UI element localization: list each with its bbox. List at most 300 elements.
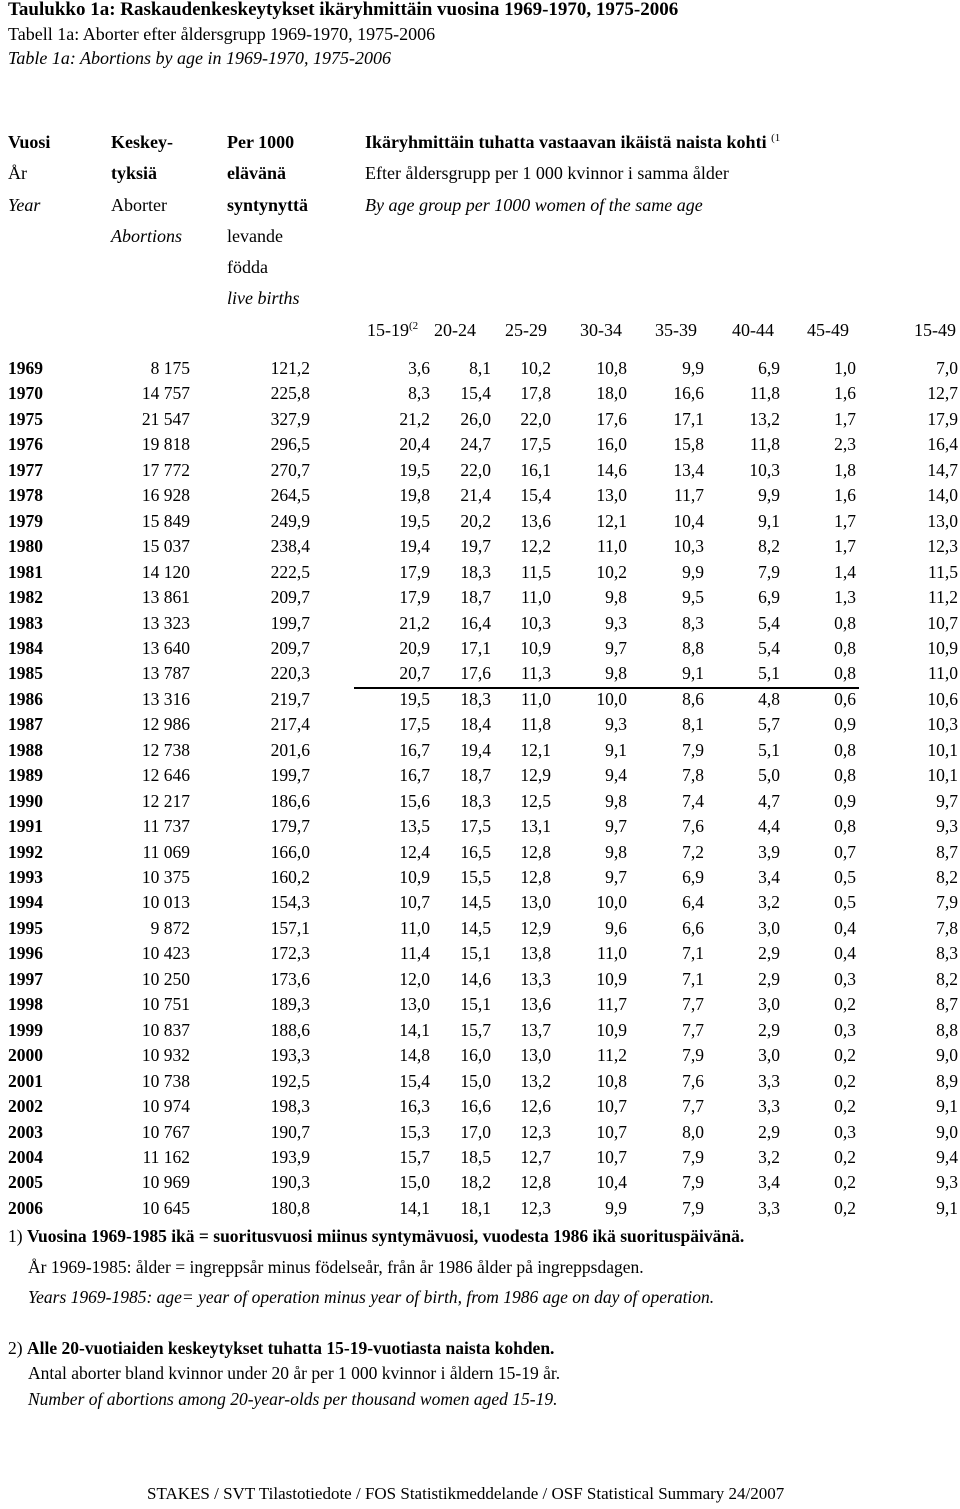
cell-40-44: 3,2 <box>758 1146 780 1167</box>
header-abortions-sv: Aborter <box>111 195 167 215</box>
cell-35-39: 11,7 <box>674 485 704 506</box>
cell-abortions: 12 738 <box>141 739 190 760</box>
cell-45-49: 0,9 <box>834 714 856 735</box>
cell-25-29: 12,3 <box>520 1121 551 1142</box>
cell-abortions: 10 645 <box>141 1197 190 1218</box>
table-row <box>0 1198 960 1223</box>
cell-35-39: 6,6 <box>682 917 704 938</box>
cell-20-24: 15,1 <box>460 943 491 964</box>
age-header-30-34: 30-34 <box>580 320 622 340</box>
cell-abortions: 12 646 <box>141 765 190 786</box>
cell-year: 1978 <box>8 485 43 506</box>
cell-year: 1998 <box>8 994 43 1015</box>
table-row <box>0 485 960 510</box>
cell-year: 1991 <box>8 816 43 837</box>
cell-45-49: 0,2 <box>834 1096 856 1117</box>
cell-15-49: 10,9 <box>927 637 958 658</box>
cell-abortions: 13 640 <box>141 637 190 658</box>
cell-per1000-births: 264,5 <box>270 485 310 506</box>
table-row <box>0 511 960 536</box>
cell-45-49: 0,8 <box>834 816 856 837</box>
cell-30-34: 16,0 <box>596 434 627 455</box>
cell-per1000-births: 201,6 <box>270 739 310 760</box>
cell-15-49: 12,7 <box>927 383 958 404</box>
cell-per1000-births: 189,3 <box>270 994 310 1015</box>
cell-abortions: 13 861 <box>141 587 190 608</box>
cell-25-29: 13,2 <box>520 1070 551 1091</box>
cell-per1000-births: 180,8 <box>270 1197 310 1218</box>
cell-45-49: 1,6 <box>834 383 856 404</box>
age-header-15-19: 15-19$^{(2}$ <box>367 320 419 340</box>
cell-year: 2002 <box>8 1096 43 1117</box>
cell-40-44: 5,1 <box>758 663 780 684</box>
cell-25-29: 12,1 <box>520 739 551 760</box>
header-abortions-fi-1: Keskey- <box>111 132 173 152</box>
cell-35-39: 13,4 <box>673 459 704 480</box>
cell-15-49: 16,4 <box>927 434 958 455</box>
table-title-fi: Taulukko 1a: Raskaudenkeskeytykset ikäryhmittäin vuosina 1969-1970, 1975-2006 <box>8 0 679 20</box>
footnote-2-en: Number of abortions among 20-year-olds per thousand women aged 15-19. <box>28 1389 558 1409</box>
cell-30-34: 9,1 <box>605 739 627 760</box>
cell-per1000-births: 198,3 <box>270 1096 310 1117</box>
cell-40-44: 5,4 <box>758 612 780 633</box>
cell-25-29: 12,3 <box>520 1197 551 1218</box>
cell-15-49: 10,3 <box>927 714 958 735</box>
cell-15-19: 15,0 <box>399 1172 430 1193</box>
cell-35-39: 7,9 <box>682 1146 704 1167</box>
table-row <box>0 460 960 485</box>
cell-40-44: 13,2 <box>749 408 780 429</box>
cell-15-49: 9,1 <box>936 1096 958 1117</box>
table-row <box>0 1045 960 1070</box>
cell-35-39: 7,9 <box>682 1172 704 1193</box>
cell-15-49: 7,9 <box>936 892 958 913</box>
table-row <box>0 791 960 816</box>
cell-45-49: 0,2 <box>834 1045 856 1066</box>
method-change-divider <box>354 687 859 689</box>
cell-40-44: 7,9 <box>758 561 780 582</box>
cell-30-34: 10,9 <box>596 1019 627 1040</box>
age-header-45-49: 45-49 <box>807 320 849 340</box>
cell-30-34: 13,0 <box>596 485 627 506</box>
cell-year: 1983 <box>8 612 43 633</box>
cell-30-34: 17,6 <box>596 408 627 429</box>
cell-25-29: 17,8 <box>520 383 551 404</box>
cell-45-49: 0,4 <box>834 917 856 938</box>
table-row <box>0 714 960 739</box>
cell-year: 1988 <box>8 739 43 760</box>
cell-15-49: 14,7 <box>927 459 958 480</box>
cell-45-49: 1,8 <box>834 459 856 480</box>
cell-15-19: 15,3 <box>399 1121 430 1142</box>
cell-15-49: 13,0 <box>927 510 958 531</box>
cell-45-49: 1,7 <box>834 536 856 557</box>
cell-year: 1993 <box>8 867 43 887</box>
cell-35-39: 8,6 <box>682 688 704 709</box>
table-row <box>0 765 960 790</box>
cell-35-39: 9,1 <box>682 663 704 684</box>
table-row <box>0 892 960 917</box>
cell-45-49: 0,3 <box>834 1121 856 1142</box>
cell-30-34: 12,1 <box>596 510 627 531</box>
cell-15-19: 10,7 <box>399 892 430 913</box>
cell-45-49: 0,2 <box>834 1070 856 1091</box>
cell-abortions: 17 772 <box>141 459 190 480</box>
table-row <box>0 536 960 561</box>
cell-year: 1990 <box>8 790 43 811</box>
cell-20-24: 21,4 <box>460 485 491 506</box>
cell-15-19: 12,0 <box>399 968 430 989</box>
cell-per1000-births: 209,7 <box>270 587 310 608</box>
table-row <box>0 562 960 587</box>
cell-20-24: 18,7 <box>460 765 491 786</box>
cell-year: 1987 <box>8 714 43 735</box>
cell-year: 1986 <box>8 688 43 709</box>
cell-15-19: 11,0 <box>400 917 430 938</box>
cell-25-29: 10,2 <box>520 358 551 378</box>
cell-30-34: 10,7 <box>596 1096 627 1117</box>
cell-abortions: 11 069 <box>142 841 190 862</box>
cell-45-49: 2,3 <box>834 434 856 455</box>
cell-20-24: 18,2 <box>460 1172 491 1193</box>
cell-15-49: 8,3 <box>936 943 958 964</box>
cell-20-24: 19,4 <box>460 739 491 760</box>
cell-25-29: 13,0 <box>520 892 551 913</box>
cell-45-49: 0,8 <box>834 663 856 684</box>
cell-40-44: 3,2 <box>758 892 780 913</box>
cell-abortions: 10 250 <box>141 968 190 989</box>
cell-15-19: 19,4 <box>399 536 430 557</box>
cell-year: 1981 <box>8 561 43 582</box>
cell-year: 1994 <box>8 892 43 913</box>
cell-40-44: 3,4 <box>758 867 780 887</box>
cell-25-29: 11,8 <box>521 714 551 735</box>
cell-year: 1995 <box>8 917 43 938</box>
table-row <box>0 918 960 943</box>
cell-35-39: 8,3 <box>682 612 704 633</box>
header-per1000-sv-2: födda <box>227 257 268 277</box>
table-row <box>0 867 960 892</box>
cell-30-34: 9,3 <box>605 612 627 633</box>
cell-15-49: 10,6 <box>927 688 958 709</box>
table-row <box>0 842 960 867</box>
cell-per1000-births: 270,7 <box>270 459 310 480</box>
cell-40-44: 5,1 <box>758 739 780 760</box>
cell-15-19: 13,5 <box>399 816 430 837</box>
cell-45-49: 0,6 <box>834 688 856 709</box>
cell-30-34: 9,4 <box>605 765 627 786</box>
cell-30-34: 9,7 <box>605 637 627 658</box>
header-age-title-sv: Efter åldersgrupp per 1 000 kvinnor i samma ålder <box>365 163 729 183</box>
cell-per1000-births: 188,6 <box>270 1019 310 1040</box>
cell-25-29: 12,9 <box>520 917 551 938</box>
cell-year: 1975 <box>8 408 43 429</box>
cell-15-49: 11,2 <box>928 587 958 608</box>
cell-abortions: 16 928 <box>141 485 190 506</box>
cell-25-29: 13,6 <box>520 510 551 531</box>
cell-25-29: 10,9 <box>520 637 551 658</box>
cell-20-24: 17,0 <box>460 1121 491 1142</box>
cell-abortions: 13 323 <box>141 612 190 633</box>
cell-abortions: 10 375 <box>141 867 190 887</box>
cell-year: 1970 <box>8 383 43 404</box>
cell-45-49: 0,2 <box>834 1172 856 1193</box>
cell-40-44: 5,0 <box>758 765 780 786</box>
age-header-15-49: 15-49 <box>914 320 956 340</box>
cell-35-39: 9,9 <box>682 561 704 582</box>
cell-abortions: 14 757 <box>141 383 190 404</box>
cell-15-49: 7,8 <box>936 917 958 938</box>
page-footer: STAKES / SVT Tilastotiedote / FOS Statistikmeddelande / OSF Statistical Summary 24/2007 <box>147 1484 785 1503</box>
cell-20-24: 14,5 <box>460 892 491 913</box>
table-row <box>0 689 960 714</box>
cell-40-44: 8,2 <box>758 536 780 557</box>
cell-25-29: 13,6 <box>520 994 551 1015</box>
header-year-fi: Vuosi <box>8 132 51 152</box>
cell-40-44: 3,0 <box>758 1045 780 1066</box>
cell-40-44: 5,4 <box>758 637 780 658</box>
cell-abortions: 13 787 <box>141 663 190 684</box>
cell-15-49: 12,3 <box>927 536 958 557</box>
cell-per1000-births: 249,9 <box>270 510 310 531</box>
cell-20-24: 16,4 <box>460 612 491 633</box>
cell-45-49: 0,8 <box>834 765 856 786</box>
cell-30-34: 10,0 <box>596 892 627 913</box>
cell-per1000-births: 220,3 <box>270 663 310 684</box>
cell-45-49: 0,7 <box>834 841 856 862</box>
cell-per1000-births: 199,7 <box>270 765 310 786</box>
cell-30-34: 11,0 <box>597 536 627 557</box>
cell-45-49: 0,4 <box>834 943 856 964</box>
age-header-40-44: 40-44 <box>732 320 774 340</box>
cell-abortions: 10 969 <box>141 1172 190 1193</box>
cell-year: 2005 <box>8 1172 43 1193</box>
cell-35-39: 6,9 <box>682 867 704 887</box>
cell-45-49: 0,2 <box>834 1197 856 1218</box>
cell-15-49: 9,1 <box>936 1197 958 1218</box>
table-row <box>0 943 960 968</box>
header-abortions-en: Abortions <box>111 226 183 246</box>
cell-15-19: 17,5 <box>399 714 430 735</box>
cell-25-29: 12,5 <box>520 790 551 811</box>
cell-year: 1997 <box>8 968 43 989</box>
cell-20-24: 26,0 <box>460 408 491 429</box>
cell-20-24: 16,5 <box>460 841 491 862</box>
cell-40-44: 3,3 <box>758 1197 780 1218</box>
cell-20-24: 24,7 <box>460 434 491 455</box>
cell-abortions: 10 423 <box>141 943 190 964</box>
cell-35-39: 10,4 <box>673 510 704 531</box>
table-row <box>0 434 960 459</box>
header-per1000-sv-1: levande <box>227 226 283 246</box>
cell-15-49: 8,9 <box>936 1070 958 1091</box>
footnote-1: 1) Vuosina 1969-1985 ikä = suoritusvuosi miinus syntymävuosi, vuodesta 1986 ikä suorituspäivänä. <box>8 1226 745 1246</box>
cell-25-29: 11,3 <box>521 663 551 684</box>
cell-35-39: 8,8 <box>682 637 704 658</box>
cell-per1000-births: 173,6 <box>270 968 310 989</box>
table-row <box>0 1122 960 1147</box>
cell-40-44: 6,9 <box>758 587 780 608</box>
cell-15-49: 10,1 <box>927 739 958 760</box>
cell-45-49: 0,8 <box>834 637 856 658</box>
cell-15-49: 8,7 <box>936 841 958 862</box>
cell-30-34: 11,7 <box>597 994 627 1015</box>
cell-abortions: 13 316 <box>141 688 190 709</box>
cell-20-24: 15,7 <box>460 1019 491 1040</box>
cell-per1000-births: 157,1 <box>270 917 310 938</box>
cell-per1000-births: 160,2 <box>270 867 310 887</box>
cell-abortions: 10 767 <box>141 1121 190 1142</box>
cell-40-44: 3,3 <box>758 1070 780 1091</box>
cell-15-19: 8,3 <box>408 383 430 404</box>
cell-15-19: 21,2 <box>399 612 430 633</box>
cell-40-44: 2,9 <box>758 968 780 989</box>
cell-per1000-births: 154,3 <box>270 892 310 913</box>
cell-15-19: 19,5 <box>399 688 430 709</box>
cell-20-24: 15,4 <box>460 383 491 404</box>
cell-20-24: 17,1 <box>460 637 491 658</box>
cell-per1000-births: 199,7 <box>270 612 310 633</box>
cell-30-34: 10,7 <box>596 1121 627 1142</box>
cell-40-44: 10,3 <box>749 459 780 480</box>
cell-40-44: 3,4 <box>758 1172 780 1193</box>
cell-30-34: 9,6 <box>605 917 627 938</box>
table-row <box>0 740 960 765</box>
cell-20-24: 15,0 <box>460 1070 491 1091</box>
cell-abortions: 9 872 <box>150 917 190 938</box>
cell-30-34: 10,8 <box>596 1070 627 1091</box>
cell-15-19: 3,6 <box>408 358 430 378</box>
cell-35-39: 8,1 <box>682 714 704 735</box>
cell-20-24: 18,3 <box>460 688 491 709</box>
table-row <box>0 638 960 663</box>
cell-year: 2003 <box>8 1121 43 1142</box>
cell-35-39: 8,0 <box>682 1121 704 1142</box>
cell-45-49: 0,9 <box>834 790 856 811</box>
cell-abortions: 11 737 <box>142 816 190 837</box>
cell-25-29: 12,8 <box>520 867 551 887</box>
cell-20-24: 20,2 <box>460 510 491 531</box>
cell-15-19: 10,9 <box>399 867 430 887</box>
cell-20-24: 15,5 <box>460 867 491 887</box>
table-row <box>0 994 960 1019</box>
cell-year: 2000 <box>8 1045 43 1066</box>
cell-15-49: 8,8 <box>936 1019 958 1040</box>
cell-15-19: 19,5 <box>399 459 430 480</box>
cell-35-39: 7,6 <box>682 1070 704 1091</box>
cell-abortions: 15 849 <box>141 510 190 531</box>
cell-year: 2001 <box>8 1070 43 1091</box>
cell-25-29: 12,9 <box>520 765 551 786</box>
footnote-ref-2: (2 <box>409 320 419 332</box>
cell-40-44: 2,9 <box>758 1019 780 1040</box>
cell-40-44: 11,8 <box>750 383 780 404</box>
cell-per1000-births: 166,0 <box>270 841 310 862</box>
cell-15-49: 9,3 <box>936 816 958 837</box>
cell-abortions: 10 013 <box>141 892 190 913</box>
table-row <box>0 613 960 638</box>
cell-40-44: 4,7 <box>758 790 780 811</box>
header-year-sv: År <box>8 163 27 183</box>
cell-45-49: 1,7 <box>834 510 856 531</box>
cell-20-24: 18,1 <box>460 1197 491 1218</box>
header-per1000-fi-3: syntynyttä <box>227 195 309 215</box>
cell-abortions: 21 547 <box>141 408 190 429</box>
age-header-25-29: 25-29 <box>505 320 547 340</box>
cell-15-19: 20,4 <box>399 434 430 455</box>
table-row <box>0 663 960 688</box>
cell-abortions: 10 932 <box>141 1045 190 1066</box>
cell-15-19: 16,7 <box>399 739 430 760</box>
cell-35-39: 7,7 <box>682 1019 704 1040</box>
table-row <box>0 1071 960 1096</box>
cell-30-34: 10,2 <box>596 561 627 582</box>
cell-25-29: 12,8 <box>520 841 551 862</box>
cell-20-24: 14,5 <box>460 917 491 938</box>
cell-year: 2006 <box>8 1197 43 1218</box>
cell-per1000-births: 222,5 <box>270 561 310 582</box>
cell-15-49: 17,9 <box>927 408 958 429</box>
cell-15-19: 16,3 <box>399 1096 430 1117</box>
cell-35-39: 7,9 <box>682 1045 704 1066</box>
cell-20-24: 18,4 <box>460 714 491 735</box>
cell-25-29: 10,3 <box>520 612 551 633</box>
cell-abortions: 8 175 <box>150 358 190 378</box>
cell-25-29: 13,8 <box>520 943 551 964</box>
cell-year: 2004 <box>8 1146 43 1167</box>
cell-per1000-births: 219,7 <box>270 688 310 709</box>
cell-per1000-births: 193,9 <box>270 1146 310 1167</box>
cell-year: 1985 <box>8 663 43 684</box>
cell-abortions: 11 162 <box>142 1146 190 1167</box>
cell-25-29: 12,6 <box>520 1096 551 1117</box>
footnote-2-sv: Antal aborter bland kvinnor under 20 år per 1 000 kvinnor i åldern 15-19 år. <box>28 1363 561 1383</box>
cell-25-29: 12,2 <box>520 536 551 557</box>
cell-35-39: 6,4 <box>682 892 704 913</box>
cell-15-49: 7,0 <box>936 358 958 378</box>
cell-15-49: 8,2 <box>936 867 958 887</box>
cell-40-44: 11,8 <box>750 434 780 455</box>
cell-year: 1969 <box>8 358 43 378</box>
cell-40-44: 2,9 <box>758 1121 780 1142</box>
header-per1000-fi-1: Per 1000 <box>227 132 295 152</box>
cell-30-34: 10,0 <box>596 688 627 709</box>
footnote-2: 2) Alle 20-vuotiaiden keskeytykset tuhatta 15-19-vuotiasta naista kohden. <box>8 1338 555 1358</box>
cell-year: 1984 <box>8 637 43 658</box>
header-per1000-en: live births <box>227 288 300 308</box>
cell-25-29: 22,0 <box>520 408 551 429</box>
cell-25-29: 13,1 <box>520 816 551 837</box>
cell-20-24: 16,0 <box>460 1045 491 1066</box>
cell-25-29: 13,3 <box>520 968 551 989</box>
cell-40-44: 3,3 <box>758 1096 780 1117</box>
cell-15-19: 12,4 <box>399 841 430 862</box>
cell-40-44: 3,0 <box>758 917 780 938</box>
cell-30-34: 9,7 <box>605 867 627 887</box>
cell-40-44: 6,9 <box>758 358 780 378</box>
cell-abortions: 12 217 <box>141 790 190 811</box>
cell-40-44: 4,8 <box>758 688 780 709</box>
footnote-1-en: Years 1969-1985: age= year of operation minus year of birth, from 1986 age on day of operation. <box>28 1287 715 1307</box>
cell-35-39: 15,8 <box>673 434 704 455</box>
cell-year: 1977 <box>8 459 43 480</box>
cell-15-19: 20,7 <box>399 663 430 684</box>
cell-35-39: 7,7 <box>682 1096 704 1117</box>
cell-abortions: 10 837 <box>141 1019 190 1040</box>
cell-abortions: 15 037 <box>141 536 190 557</box>
cell-20-24: 17,5 <box>460 816 491 837</box>
cell-15-49: 11,5 <box>928 561 958 582</box>
